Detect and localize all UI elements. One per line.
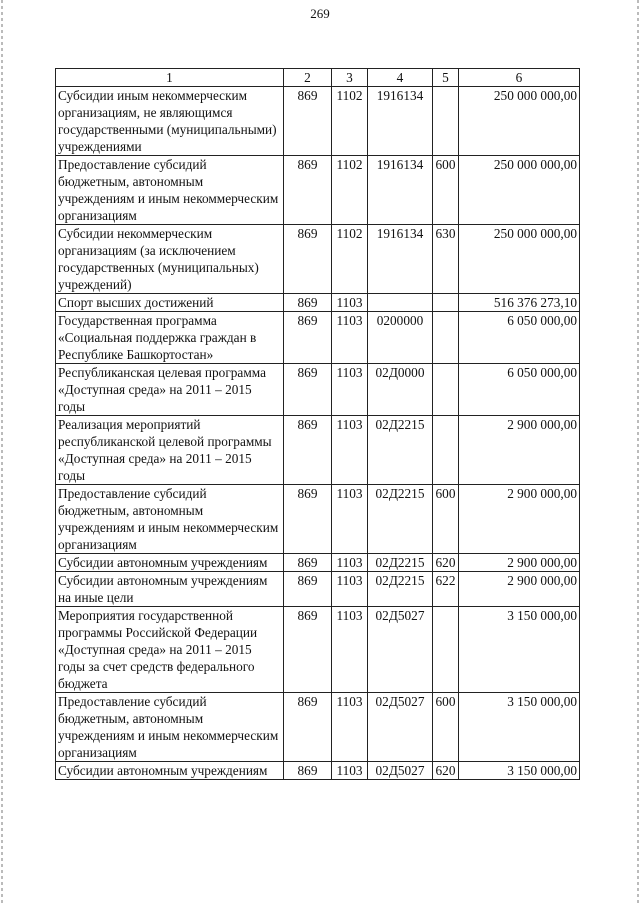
column-header-target: 4 bbox=[368, 69, 433, 87]
cell-grbs: 869 bbox=[284, 364, 332, 416]
cell-target: 02Д5027 bbox=[368, 607, 433, 693]
cell-amount: 2 900 000,00 bbox=[459, 572, 580, 607]
cell-vr: 600 bbox=[433, 485, 459, 554]
cell-vr: 620 bbox=[433, 762, 459, 780]
cell-section: 1102 bbox=[332, 225, 368, 294]
cell-target: 02Д0000 bbox=[368, 364, 433, 416]
cell-amount: 250 000 000,00 bbox=[459, 156, 580, 225]
cell-grbs: 869 bbox=[284, 294, 332, 312]
cell-vr: 622 bbox=[433, 572, 459, 607]
cell-amount: 2 900 000,00 bbox=[459, 485, 580, 554]
cell-vr: 620 bbox=[433, 554, 459, 572]
cell-grbs: 869 bbox=[284, 554, 332, 572]
cell-grbs: 869 bbox=[284, 572, 332, 607]
cell-vr bbox=[433, 294, 459, 312]
table-row bbox=[56, 416, 580, 485]
cell-target: 02Д2215 bbox=[368, 416, 433, 485]
cell-name: Субсидии автономным учреждениям на иные цели bbox=[56, 572, 284, 607]
scan-edge-right bbox=[637, 0, 639, 905]
cell-section: 1103 bbox=[332, 364, 368, 416]
table-row bbox=[56, 364, 580, 416]
table-row bbox=[56, 554, 580, 572]
cell-grbs: 869 bbox=[284, 485, 332, 554]
cell-name: Предоставление субсидий бюджетным, автономным учреждениям и иным некоммерческим организациям bbox=[56, 485, 284, 554]
page-number: 269 bbox=[310, 6, 330, 21]
cell-name: Государственная программа «Социальная поддержка граждан в Республике Башкортостан» bbox=[56, 312, 284, 364]
cell-amount: 250 000 000,00 bbox=[459, 87, 580, 156]
cell-target: 02Д5027 bbox=[368, 762, 433, 780]
cell-target: 02Д2215 bbox=[368, 554, 433, 572]
cell-amount: 3 150 000,00 bbox=[459, 693, 580, 762]
cell-section: 1103 bbox=[332, 572, 368, 607]
cell-name: Субсидии автономным учреждениям bbox=[56, 554, 284, 572]
cell-amount: 3 150 000,00 bbox=[459, 607, 580, 693]
cell-target: 02Д2215 bbox=[368, 485, 433, 554]
cell-grbs: 869 bbox=[284, 87, 332, 156]
cell-name: Субсидии автономным учреждениям bbox=[56, 762, 284, 780]
cell-amount: 6 050 000,00 bbox=[459, 364, 580, 416]
cell-target: 1916134 bbox=[368, 225, 433, 294]
cell-target: 02Д2215 bbox=[368, 572, 433, 607]
cell-section: 1103 bbox=[332, 762, 368, 780]
cell-grbs: 869 bbox=[284, 762, 332, 780]
cell-amount: 2 900 000,00 bbox=[459, 416, 580, 485]
cell-vr bbox=[433, 87, 459, 156]
cell-section: 1103 bbox=[332, 554, 368, 572]
cell-name: Мероприятия государственной программы Российской Федерации «Доступная среда» на 2011 – 2015 годы за счет средств федерального бюджета bbox=[56, 607, 284, 693]
cell-target: 1916134 bbox=[368, 156, 433, 225]
cell-name: Реализация мероприятий республиканской целевой программы «Доступная среда» на 2011 – 2015 годы bbox=[56, 416, 284, 485]
column-header-grbs: 2 bbox=[284, 69, 332, 87]
cell-amount: 250 000 000,00 bbox=[459, 225, 580, 294]
scan-edge-left bbox=[1, 0, 3, 905]
cell-name: Предоставление субсидий бюджетным, автономным учреждениям и иным некоммерческим организациям bbox=[56, 156, 284, 225]
cell-vr bbox=[433, 364, 459, 416]
cell-section: 1103 bbox=[332, 485, 368, 554]
cell-section: 1102 bbox=[332, 87, 368, 156]
cell-amount: 3 150 000,00 bbox=[459, 762, 580, 780]
cell-section: 1103 bbox=[332, 312, 368, 364]
table-row bbox=[56, 485, 580, 554]
table-row bbox=[56, 572, 580, 607]
table-row bbox=[56, 225, 580, 294]
cell-name: Предоставление субсидий бюджетным, автономным учреждениям и иным некоммерческим организациям bbox=[56, 693, 284, 762]
cell-section: 1103 bbox=[332, 693, 368, 762]
cell-name: Республиканская целевая программа «Доступная среда» на 2011 – 2015 годы bbox=[56, 364, 284, 416]
table-row bbox=[56, 762, 580, 780]
cell-target: 1916134 bbox=[368, 87, 433, 156]
cell-vr bbox=[433, 312, 459, 364]
cell-name: Субсидии некоммерческим организациям (за исключением государственных (муниципальных) учреждений) bbox=[56, 225, 284, 294]
column-header-name: 1 bbox=[56, 69, 284, 87]
cell-amount: 2 900 000,00 bbox=[459, 554, 580, 572]
table-row bbox=[56, 312, 580, 364]
cell-vr: 630 bbox=[433, 225, 459, 294]
table-row bbox=[56, 607, 580, 693]
cell-amount: 516 376 273,10 bbox=[459, 294, 580, 312]
table-row bbox=[56, 294, 580, 312]
table-row bbox=[56, 87, 580, 156]
cell-grbs: 869 bbox=[284, 693, 332, 762]
cell-grbs: 869 bbox=[284, 416, 332, 485]
header-row bbox=[56, 69, 580, 87]
column-header-amount: 6 bbox=[459, 69, 580, 87]
cell-vr: 600 bbox=[433, 693, 459, 762]
cell-target: 0200000 bbox=[368, 312, 433, 364]
budget-table bbox=[55, 68, 580, 780]
cell-grbs: 869 bbox=[284, 607, 332, 693]
cell-grbs: 869 bbox=[284, 225, 332, 294]
cell-section: 1103 bbox=[332, 294, 368, 312]
table-row bbox=[56, 156, 580, 225]
cell-target: 02Д5027 bbox=[368, 693, 433, 762]
cell-vr: 600 bbox=[433, 156, 459, 225]
cell-grbs: 869 bbox=[284, 312, 332, 364]
cell-target bbox=[368, 294, 433, 312]
cell-section: 1103 bbox=[332, 416, 368, 485]
cell-name: Субсидии иным некоммерческим организациям, не являющимся государственными (муниципальными) учреждениями bbox=[56, 87, 284, 156]
column-header-section: 3 bbox=[332, 69, 368, 87]
cell-amount: 6 050 000,00 bbox=[459, 312, 580, 364]
table-row bbox=[56, 693, 580, 762]
cell-grbs: 869 bbox=[284, 156, 332, 225]
cell-vr bbox=[433, 607, 459, 693]
cell-vr bbox=[433, 416, 459, 485]
cell-section: 1103 bbox=[332, 607, 368, 693]
cell-name: Спорт высших достижений bbox=[56, 294, 284, 312]
cell-section: 1102 bbox=[332, 156, 368, 225]
column-header-vr: 5 bbox=[433, 69, 459, 87]
